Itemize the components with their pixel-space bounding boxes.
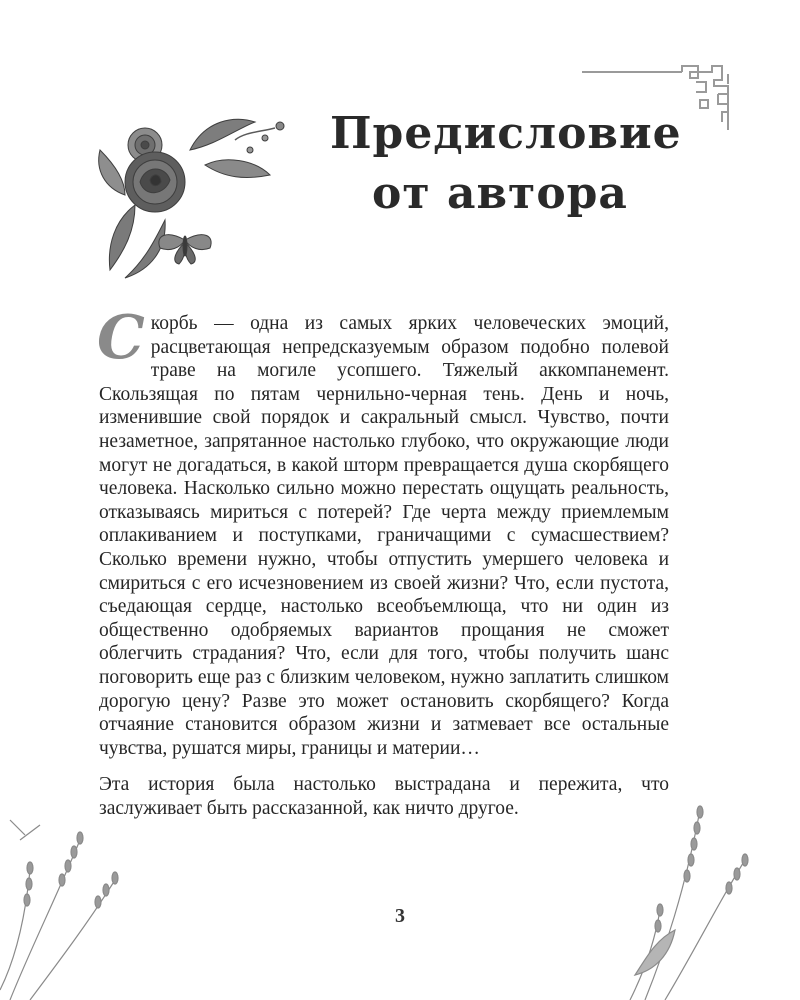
paragraph-2: Эта история была настолько выстрадана и пережита, что заслуживает быть рассказанной, как ничто другое. [99, 774, 669, 819]
page-title [330, 104, 682, 224]
rose-illustration-icon [95, 110, 300, 280]
paragraph-1-text: корбь — одна из самых ярких человеческих эмоций, расцветающая непредсказуемым образом подобно полевой траве на могиле усопшего. Тяжелый аккомпанемент. Скользящая по пятам чернильно-черная тень. День и ночь, изменившие свой порядок и сакральный смысл. Чувство, почти незаметное, запрятанное настолько глубоко, что окружающие люди могут не догадаться, в какой шторм превращается душа скорбящего человека. Насколько сильно можно перестать ощущать реальность, отказываясь мириться с потерей? Где черта между приемлемым оплакиванием и поступками, граничащими с сумасшествием? Сколько времени нужно, чтобы отпустить умершего человека и смириться с его исчезновением из своей жизни? Что, если пустота, съедающая сердце, настолько всеобъемлюща, что ни один из общественно одобряемых вариантов прощания не сможет облегчить страдания? Что, если для того, чтобы получить шанс поговорить еще раз с близким человеком, нужно заплатить слишком дорогую цену? Разве это может остановить скорбящего? Когда отчаяние становится образом жизни и затмевает все остальные чувства, рушатся миры, границы и материи… [99, 313, 669, 759]
page-number: 3 [395, 905, 405, 927]
preface-text [97, 303, 669, 820]
paragraph-1 [97, 303, 669, 760]
lavender-sprig-icon [625, 800, 765, 1000]
lavender-sprig-icon [0, 800, 130, 1000]
title-line-2: от автора [372, 168, 628, 219]
title-line-1: Предисловие [330, 108, 682, 159]
drop-cap: С [97, 303, 145, 373]
